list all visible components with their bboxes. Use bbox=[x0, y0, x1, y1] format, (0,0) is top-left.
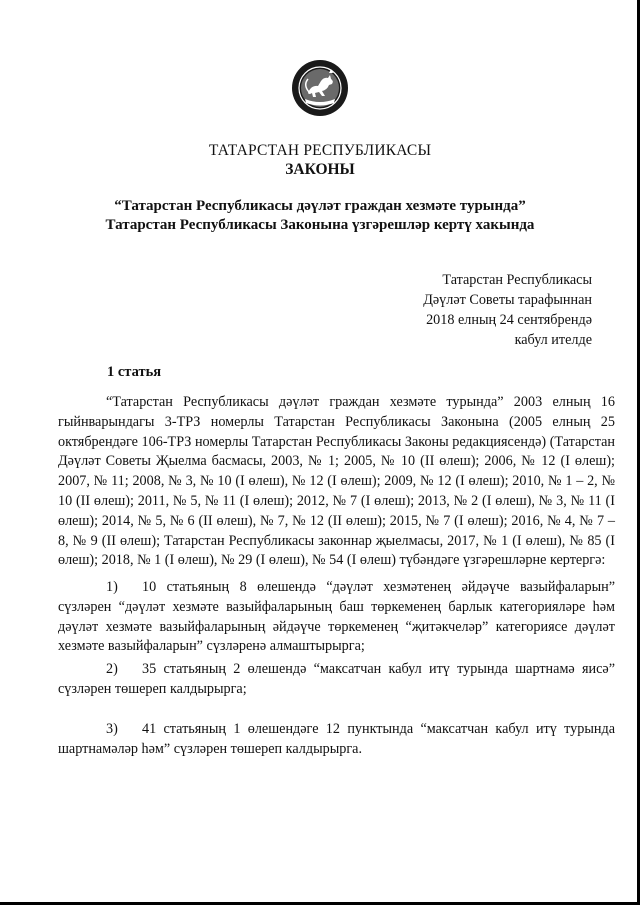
adoption-line-4: кабул ителде bbox=[514, 332, 592, 348]
adoption-line-1: Татарстан Республикасы bbox=[442, 272, 592, 288]
article-heading: 1 статья bbox=[107, 364, 162, 380]
item-text: 10 статьяның 8 өлешендә “дәүләт хезмәтенең әйдәүче вазыйфаларын” сүзләрен “дәүләт хезмәте вазыйфаларының баш төркеменең барлык категорияләре һәм дәүләт хезмәте вазыйфаларының әйдәүче төркеменең “җитәкчеләр” категориясе дәүләт хезмәте вазыйфаларын” сүзләренә алмаштырырга; bbox=[58, 579, 615, 655]
item-text: 41 статьяның 1 өлешендәге 12 пунктында “максатчан кабул итү турында шартнамәләр һәм” сүзләрен төшереп калдырырга. bbox=[58, 721, 615, 757]
law-title-line-2: Татарстан Республикасы Законына үзгәрешләр кертү хакында bbox=[105, 217, 535, 233]
item-number: 1) bbox=[106, 579, 118, 595]
item-number: 3) bbox=[106, 721, 118, 737]
item-number: 2) bbox=[106, 661, 118, 677]
adoption-line-2: Дәүләт Советы тарафыннан bbox=[423, 292, 592, 308]
article-item-2 bbox=[58, 660, 615, 700]
article-main-paragraph: “Татарстан Республикасы дәүләт граждан хезмәте турында” 2003 елның 16 гыйнварындагы 3-ТРЗ номерлы Татарстан Республикасы Законына (2005 елның 25 октябрендәге 106-ТРЗ номерлы Татарстан Республикасы Законы редакциясендә) (Татарстан Дәүләт Советы Җыелма басмасы, 2003, № 1; 2005, № 10 (II өлеш); 2006, № 12 (I өлеш); 2007, № 11; 2008, № 3, № 10 (I өлеш), № 12 (I өлеш); 2009, № 12 (I өлеш); 2010, № 1 – 2, № 10 (II өлеш); 2011, № 5, № 11 (I өлеш); 2012, № 7 (I өлеш); 2013, № 2 (I өлеш), № 3, № 11 (I өлеш); 2014, № 5, № 6 (II өлеш), № 7, № 12 (II өлеш); 2015, № 7 (I өлеш); 2016, № 4, № 7 – 8, № 9 (II өлеш); Татарстан Республикасы законнар җыелмасы, 2017, № 1 (I өлеш), № 85 (I өлеш); 2018, № 1 (I өлеш), № 29 (I өлеш), № 54 (I өлеш) түбәндәге үзгәрешләрне кертергә: bbox=[58, 394, 615, 569]
header-republic: ТАТАРСТАН РЕСПУБЛИКАСЫ bbox=[208, 142, 432, 159]
article-item-3 bbox=[58, 720, 615, 760]
article-item-1 bbox=[58, 578, 615, 657]
adoption-block bbox=[423, 270, 592, 350]
tatarstan-coat-of-arms-icon bbox=[291, 59, 349, 117]
law-title-line-1: “Татарстан Республикасы дәүләт граждан хезмәте турында” bbox=[114, 198, 526, 214]
header-law: ЗАКОНЫ bbox=[285, 161, 355, 178]
item-text: 35 статьяның 2 өлешендә “максатчан кабул итү турында шартнамә яисә” сүзләрен төшереп калдырырга; bbox=[58, 661, 615, 697]
adoption-line-3: 2018 елның 24 сентябрендә bbox=[426, 312, 592, 328]
